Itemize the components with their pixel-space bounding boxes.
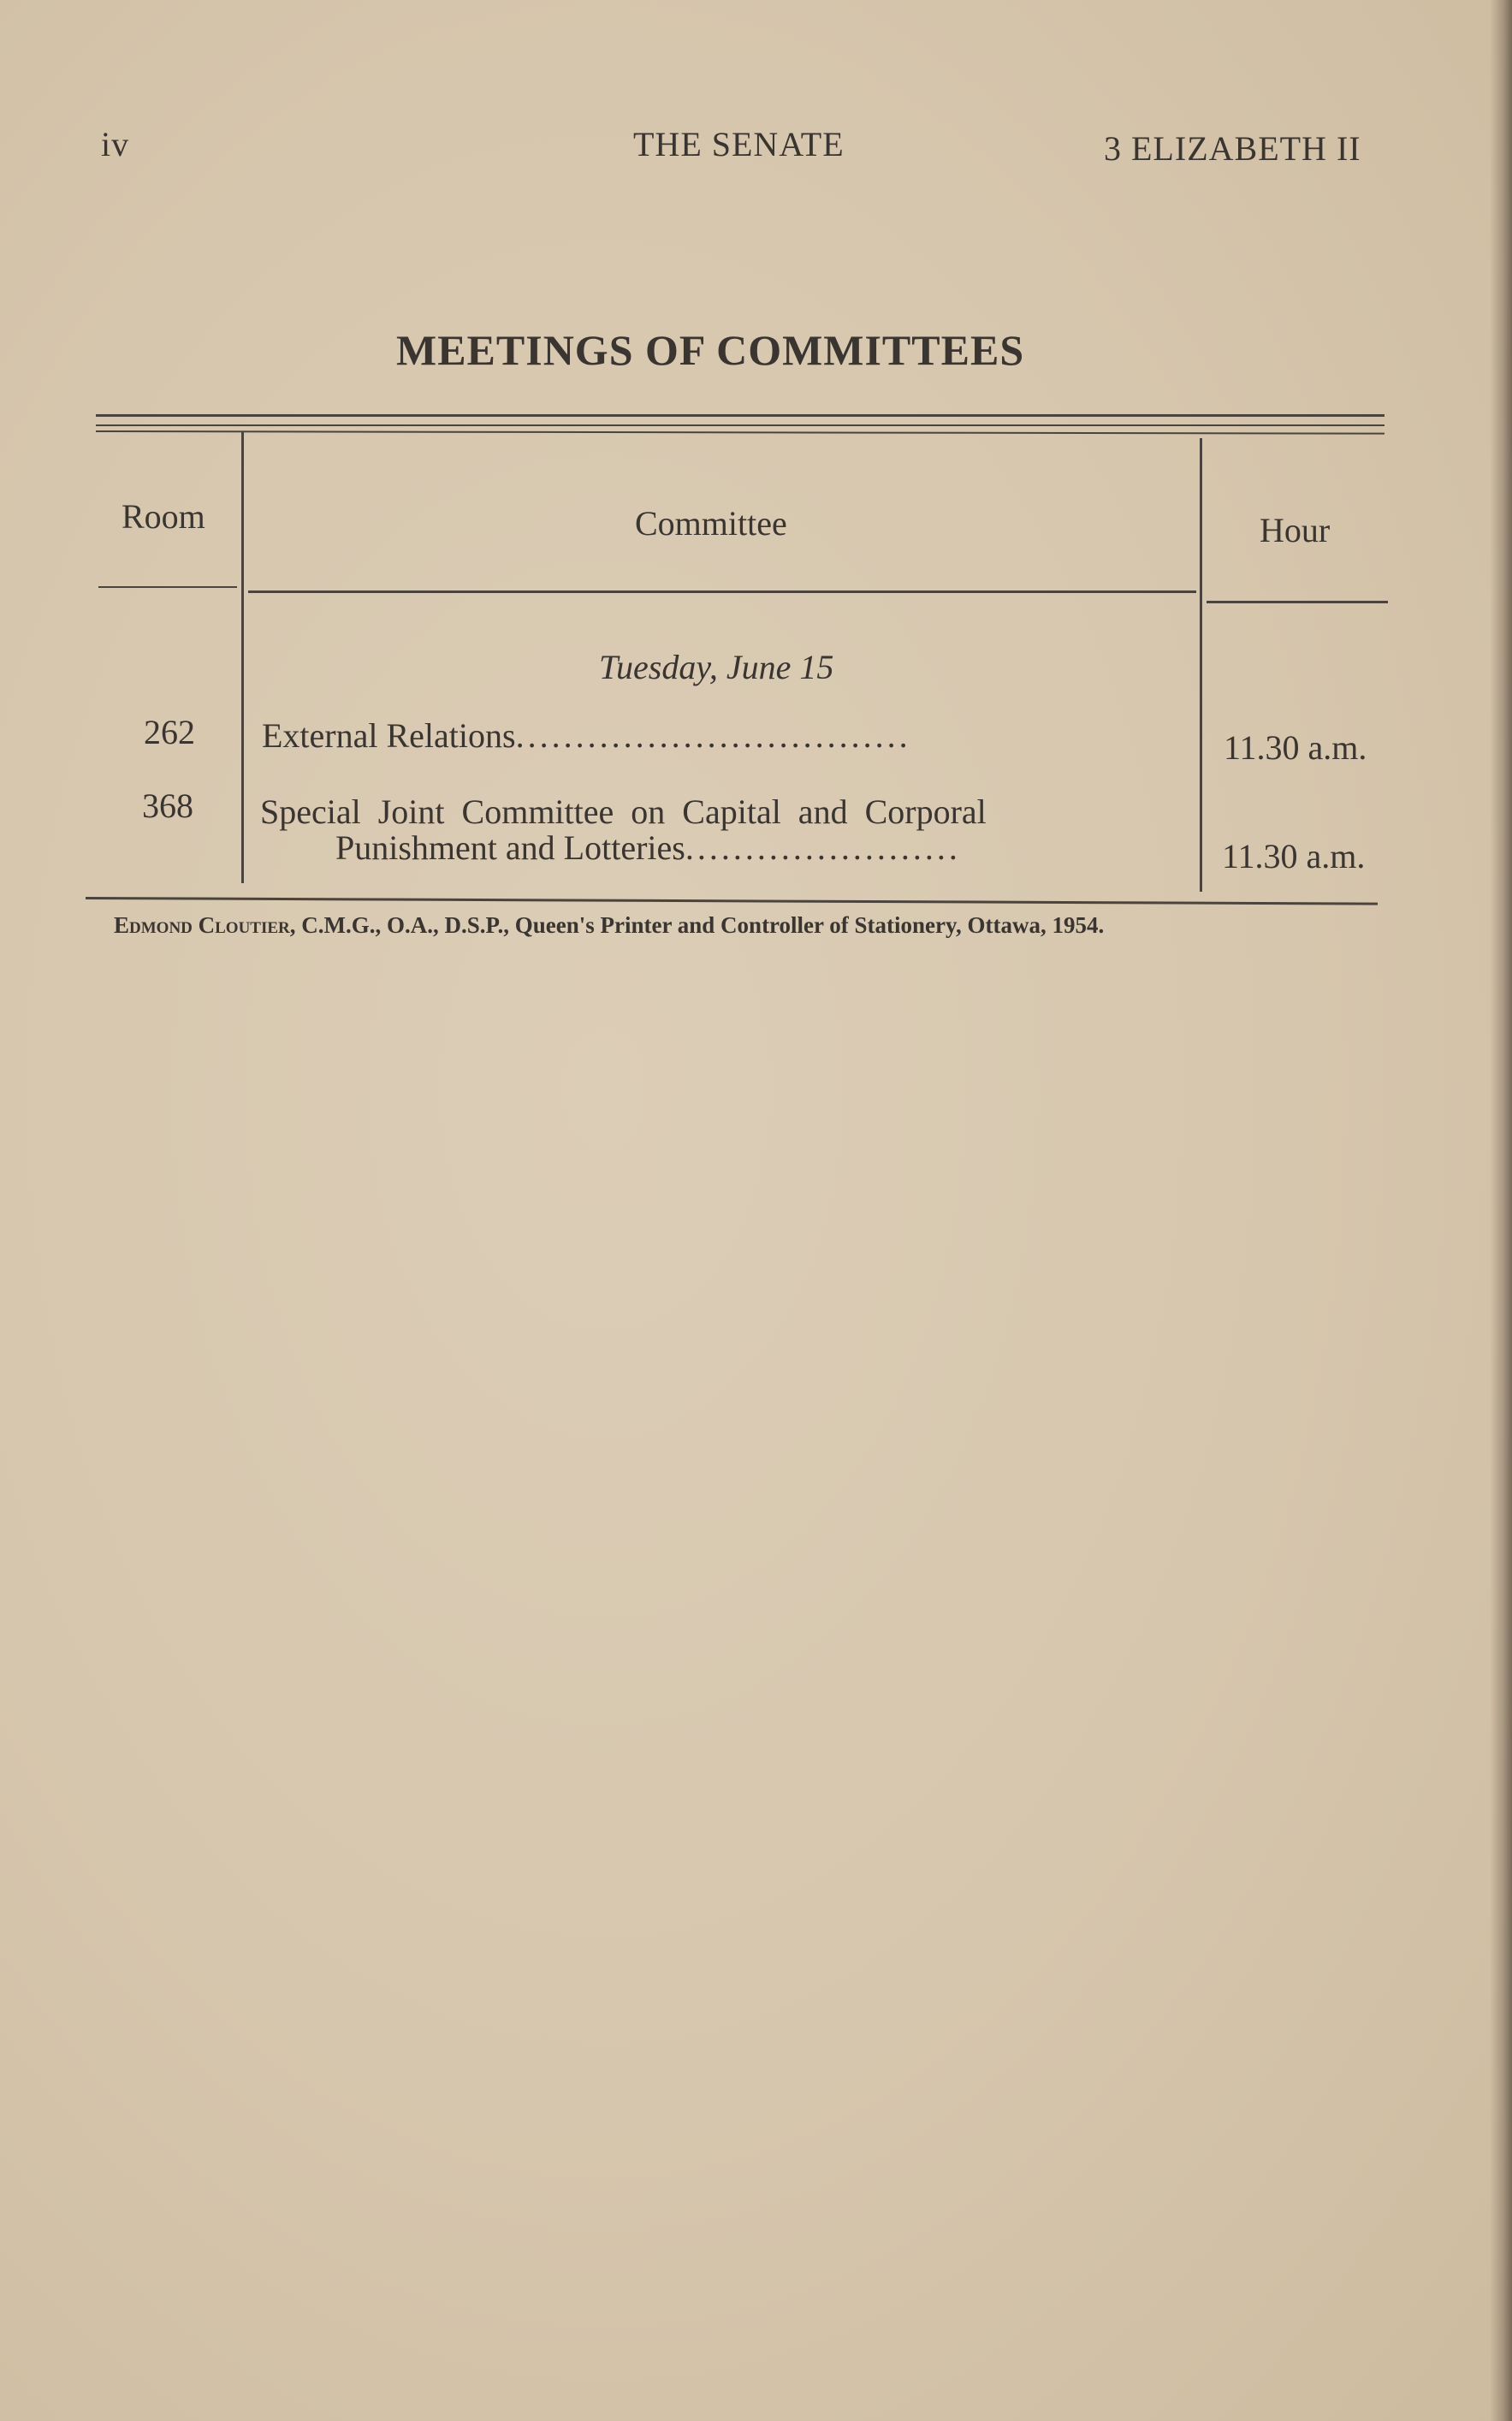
top-rule-2 bbox=[96, 424, 1385, 426]
regnal-year: 3 ELIZABETH II bbox=[1104, 129, 1361, 168]
table-row-2-room: 368 bbox=[142, 786, 193, 825]
column-header-room: Room bbox=[122, 497, 205, 536]
table-row-2-committee-line2: Punishment and Lotteries....................... bbox=[335, 828, 961, 867]
column-divider-right bbox=[1200, 438, 1202, 892]
top-rule-1 bbox=[96, 414, 1385, 417]
printer-imprint: Edmond Cloutier, C.M.G., O.A., D.S.P., Queen's Printer and Controller of Stationery, Ottawa, 1954. bbox=[114, 912, 1105, 938]
day-heading: Tuesday, June 15 bbox=[599, 648, 834, 686]
bottom-rule bbox=[86, 897, 1378, 905]
header-rule-room bbox=[98, 586, 237, 588]
section-title: MEETINGS OF COMMITTEES bbox=[396, 326, 1025, 374]
page-number: iv bbox=[101, 125, 130, 163]
header-rule-hour bbox=[1207, 601, 1388, 603]
header-rule-committee bbox=[248, 590, 1196, 593]
table-row-1-committee: External Relations................................. bbox=[262, 716, 911, 755]
column-divider-left bbox=[241, 432, 244, 883]
column-header-committee: Committee bbox=[635, 504, 787, 543]
table-row-1-hour: 11.30 a.m. bbox=[1224, 728, 1367, 767]
running-title: THE SENATE bbox=[633, 125, 845, 163]
table-row-2-committee-line1: Special Joint Committee on Capital and Corporal bbox=[260, 792, 987, 831]
page-edge-shadow bbox=[1490, 0, 1512, 2421]
column-header-hour: Hour bbox=[1260, 511, 1331, 549]
table-row-2-hour: 11.30 a.m. bbox=[1222, 837, 1366, 875]
top-rule-3 bbox=[96, 430, 1385, 435]
table-row-1-room: 262 bbox=[144, 713, 195, 751]
